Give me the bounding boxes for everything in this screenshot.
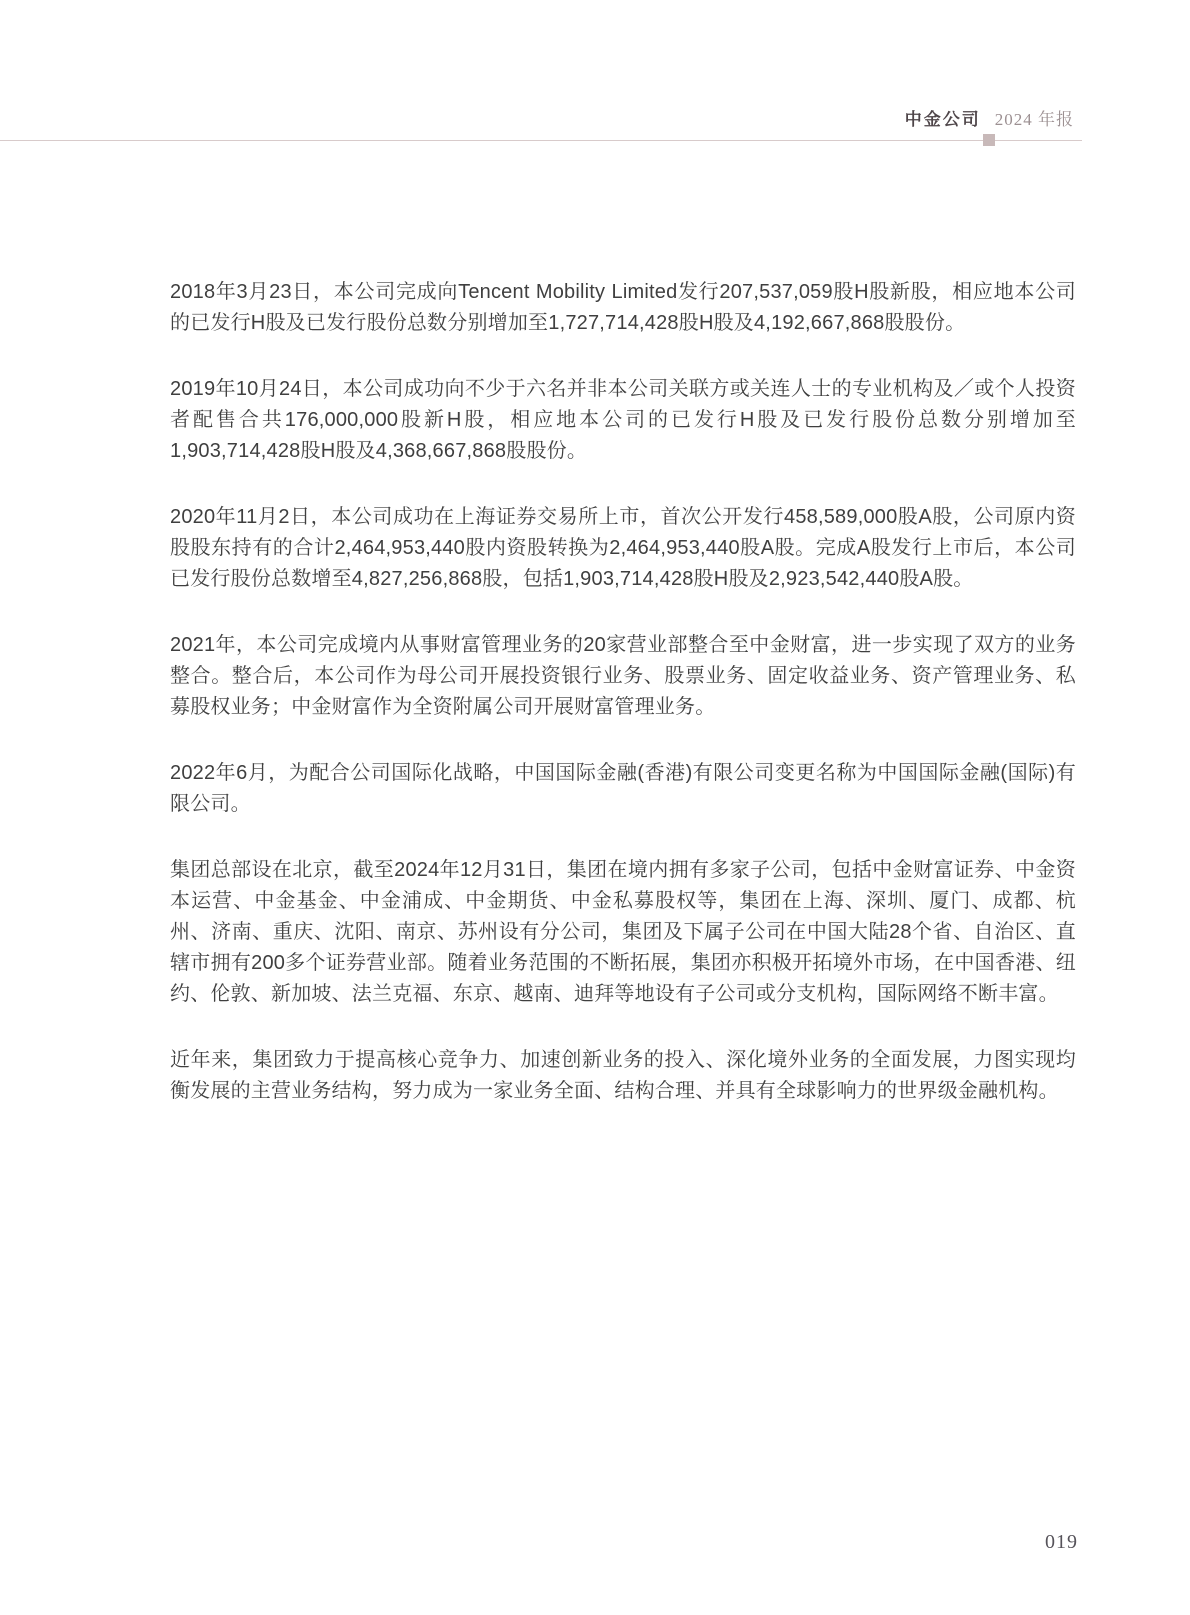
header-report-year: 2024 年报	[994, 110, 1074, 129]
paragraph-2021-wealth-management-integration: 2021年，本公司完成境内从事财富管理业务的20家营业部整合至中金财富，进一步实现了双方的业务整合。整合后，本公司作为母公司开展投资银行业务、股票业务、固定收益业务、资产管理业务、私募股权业务；中金财富作为全资附属公司开展财富管理业务。	[170, 634, 1076, 718]
paragraph-2018-tencent-placement: 2018年3月23日，本公司完成向Tencent Mobility Limited发行207,537,059股H股新股，相应地本公司的已发行H股及已发行股份总数分别增加至1,727,714,428股H股及4,192,667,868股股份。	[170, 281, 1076, 334]
header-company-name: 中金公司	[904, 110, 981, 129]
paragraph-2020-a-share-listing: 2020年11月2日，本公司成功在上海证券交易所上市，首次公开发行458,589,000股A股，公司原内资股股东持有的合计2,464,953,440股内资股转换为2,464,953,440股A股。完成A股发行上市后，本公司已发行股份总数增至4,827,256,868股，包括1,903,714,428股H股及2,923,542,440股A股。	[170, 506, 1076, 590]
header-rule	[0, 140, 1082, 141]
document-body	[170, 277, 1076, 1107]
page-header	[0, 108, 1082, 132]
page-number: 019	[1045, 1531, 1078, 1553]
paragraph-group-headquarters-network: 集团总部设在北京，截至2024年12月31日，集团在境内拥有多家子公司，包括中金财富证券、中金资本运营、中金基金、中金浦成、中金期货、中金私募股权等，集团在上海、深圳、厦门、成都、杭州、济南、重庆、沈阳、南京、苏州设有分公司，集团及下属子公司在中国大陆28个省、自治区、直辖市拥有200多个证券营业部。随着业务范围的不断拓展，集团亦积极开拓境外市场，在中国香港、纽约、伦敦、新加坡、法兰克福、东京、越南、迪拜等地设有子公司或分支机构，国际网络不断丰富。	[170, 859, 1076, 1005]
paragraph-recent-years-strategy: 近年来，集团致力于提高核心竞争力、加速创新业务的投入、深化境外业务的全面发展，力图实现均衡发展的主营业务结构，努力成为一家业务全面、结构合理、并具有全球影响力的世界级金融机构。	[170, 1049, 1076, 1102]
paragraph-2019-h-share-placement: 2019年10月24日，本公司成功向不少于六名并非本公司关联方或关连人士的专业机构及／或个人投资者配售合共176,000,000股新H股，相应地本公司的已发行H股及已发行股份总数分别增加至1,903,714,428股H股及4,368,667,868股股份。	[170, 378, 1076, 462]
header-rule-marker	[983, 134, 995, 146]
paragraph-2022-rename-international: 2022年6月，为配合公司国际化战略，中国国际金融(香港)有限公司变更名称为中国国际金融(国际)有限公司。	[170, 762, 1076, 815]
